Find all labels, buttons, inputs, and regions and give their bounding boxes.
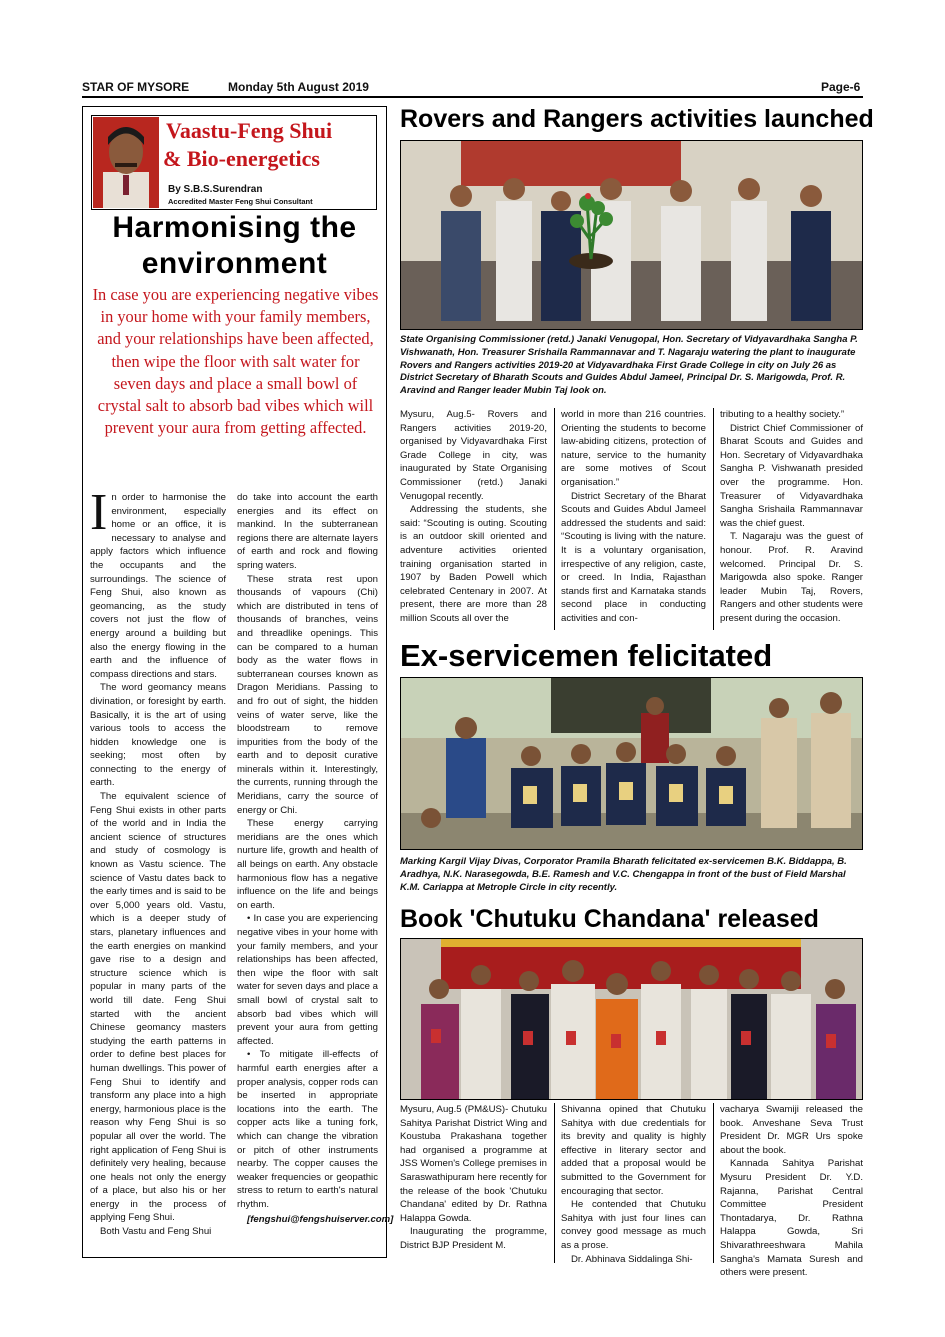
column-body-para: These strata rest upon thousands of vapours (Chi) which are distributed in tens of thousands of branches, veins and threadlike openings. This can be compared to a human body as the water flows in subterranean courses known as Dragon Meridians. Passing to and fro out of sight, the hidden veins of water serve, like the bloodstream to remove impurities from the body of the earth and to deposit curative minerals within it. Interestingly, the currents, running through the Meridians, carry the source of energy or Chi. — [237, 573, 378, 816]
column-headline-line1: Harmonising the — [112, 211, 357, 244]
issue-date: Monday 5th August 2019 — [228, 80, 369, 94]
article1-headline: Rovers and Rangers activities launched — [400, 105, 874, 133]
column-body-para: • In case you are experiencing negative vibes in your home with your family members, and your relationships has been affected, then wipe the floor with salt water for seven days and place a small bowl of crystal salt to absorb bad vibes which will prevent your aura from getting affected. — [237, 913, 378, 1047]
article1-para: District Chief Commissioner of Bharat Scouts and Guides and Hon. Secretary of Vidyavardhaka Sangha P. Vishwanath presided over the programme. Hon. Treasurer of Vidyavardhaka Sangha Srishaila Rammannavar was the chief guest. — [720, 422, 863, 529]
author-photo — [93, 117, 159, 208]
article3-col3 — [720, 1103, 863, 1280]
article1-para: Addressing the students, she said: “Scouting is outing. Scouting is an outdoor skill oriented and adventure activities oriented training organisation started in 1907 by Baden Powell which celebrated Centenary in 2007. At present, there are more than 28 million Scouts all over the — [400, 504, 547, 624]
article3-para: Mysuru, Aug.5 (PM&US)- Chutuku Sahitya Parishat District Wing and Koustuba Prakashana together had organised a programme at JSS Women's College premises in Saraswathipuram here recently for the release of the book 'Chutuku Chandana' edited by Dr. Rathna Halappa Gowda. — [400, 1104, 547, 1224]
article3-para: He contended that Chutuku Sahitya with just four lines can convey good message as much as a prose. — [561, 1199, 706, 1251]
dropcap: I — [90, 484, 108, 541]
article1-caption-wrap — [400, 334, 863, 398]
column-divider — [713, 408, 714, 630]
column-divider — [713, 1103, 714, 1263]
article1-para: tributing to a healthy society.” — [720, 409, 845, 420]
column-body-para: The word geomancy means divination, or foresight by earth. Basically, it is the art of using various tools to access the hidden knowledge one is seeking; most often by connecting to the energy of earth. — [90, 682, 226, 789]
page-number: Page-6 — [821, 80, 861, 94]
column-email: [fengshui@fengshuiserver.com] — [247, 1214, 394, 1226]
column-standfirst: In case you are experiencing negative vibes in your home with your family members, and your relationships have been affected, then wipe the floor with salt water for seven days and place a small bowl of crystal salt to absorb bad vibes which will prevent your aura from getting affected. — [92, 285, 379, 438]
column-body-col2 — [237, 491, 394, 1227]
column-headline-line2: environment — [141, 247, 328, 280]
column-body-col1 — [90, 484, 226, 1239]
article1-para: T. Nagaraju was the guest of honour. Prof. R. Aravind welcomed. Principal Dr. S. Marigowda also spoke. Ranger leader Mubin Taj, Rovers, Rangers and other students were present during the occasion. — [720, 531, 863, 624]
article3-para: Shivanna opined that Chutuku Sahitya with due credentials for its brevity and quality is highly effective in literary sector and added that a proposal would be submitted to the Government for encouraging that sector. — [561, 1104, 706, 1197]
article3-para: Dr. Abhinava Siddalinga Shi- — [571, 1253, 693, 1265]
article2-caption: Marking Kargil Vijay Divas, Corporator Pramila Bharath felicitated ex-servicemen B.K. Biddappa, B. Aradhya, N.K. Narasegowda, B.E. Ramesh and V.C. Chengappa in front of the bust of Field Marshal K.M. Cariappa at Metrople Circle in city recently. — [400, 856, 847, 893]
article2-headline: Ex-servicemen felicitated — [400, 638, 773, 673]
article1-col3 — [720, 408, 863, 626]
article2-photo — [400, 677, 863, 850]
article2-caption-wrap — [400, 856, 863, 894]
article3-col1 — [400, 1103, 547, 1253]
paper-name: STAR OF MYSORE — [82, 80, 190, 94]
article3-photo — [400, 938, 863, 1100]
article3-para: Kannada Sahitya Parishat Mysuru President Dr. Y.D. Rajanna, Parishat Central Committee President Thontadarya, Dr. Rathna Halappa Gowda, Sri Shivarathreeshwara Mahila Sangha's Mamata Suresh and others were present. — [720, 1158, 863, 1279]
column-body-para: The equivalent science of Feng Shui exists in other parts of the world and in India the ancient science of structures and study of cosmology is known as Vastu science. The science of Vastu dates back to the early times and is said to be over 5,000 years old. Vastu, which is a deeper study of stars, planetary influences and the earth energies on mankind gave rise to a design and structure science which is popular in many parts of the world till date. Feng Shui started with the ancient Chinese geomancy masters studying the earth patterns in order to define best places for human dwellings. This power of Feng Shui to identify and transform any place into a high energy, harmonious place is the reason why Feng Shui is so popular all over the world. The right application of Feng Shui is definitely very healing, because one heals not only the energy of a place, but also his or her energy in the process of applying Feng Shui. — [90, 791, 226, 1224]
article3-para: vacharya Swamiji released the book. Anveshane Seva Trust President Dr. MGR Urs spoke about the book. — [720, 1104, 863, 1156]
article1-para: Mysuru, Aug.5- Rovers and Rangers activities 2019-20, organised by Vidyavardhaka First Grade College in city, was inaugurated by State Organising Commissioner (retd.) Janaki Venugopal recently. — [400, 409, 547, 502]
column-body-para: These energy carrying meridians are the ones which nurture life, growth and health of all beings on earth. Any obstacle harmonious flow has a negative influence on the life and beings on earth. — [237, 818, 378, 911]
column-body-para: do take into account the earth energies and its effect on mankind. In the subterranean regions there are alternate layers of earth and rock and flowing spring waters. — [237, 492, 378, 571]
article1-para: world in more than 216 countries. Orienting the students to become law-abiding citizens, protection of nature, service to the humanity are some motives of Scout organisation.” — [561, 409, 706, 488]
article1-photo — [400, 140, 863, 330]
column-byline: By S.B.S.Surendran — [168, 184, 263, 195]
article3-headline: Book 'Chutuku Chandana' released — [400, 905, 819, 933]
column-divider — [554, 408, 555, 630]
column-title-line1: Vaastu-Feng Shui — [166, 118, 333, 143]
masthead-rule — [82, 96, 863, 98]
column-body-para: • To mitigate ill-effects of harmful earth energies after a proper analysis, copper rods can be inserted in appropriate locations into the earth. The copper acts like a tuning fork, which can change the vibration or pitch of other instruments nearby. The copper causes the weaker frequencies or geopathic stress to return to earth's natural rhythm. — [237, 1049, 378, 1210]
article3-col2 — [561, 1103, 706, 1266]
column-title-line2: & Bio-energetics — [163, 146, 320, 171]
column-author-role: Accredited Master Feng Shui Consultant — [168, 197, 313, 206]
column-body-para: Both Vastu and Feng Shui — [100, 1226, 212, 1238]
article1-para: District Secretary of the Bharat Scouts and Guides Abdul Jameel addressed the students and said: “Scouting is living with the nature. It is a voluntary organisation, irrespective of any religion, caste, or creed. In India, Rajasthan stands first and Karnataka stands second place in conducting activities and con- — [561, 490, 706, 624]
article3-para: Inaugurating the programme, District BJP President M. — [400, 1226, 547, 1251]
article1-col2 — [561, 408, 706, 626]
article1-col1 — [400, 408, 547, 626]
article1-caption: State Organising Commissioner (retd.) Janaki Venugopal, Hon. Secretary of Vidyavardhaka Sangha P. Vishwanath, Hon. Treasurer Srishaila Rammannavar and T. Nagaraju watering the plant to inaugurate Rovers and Rangers activities 2019-20 at Vidyavardhaka First Grade College in city on July 26 as District Secretary of Bharath Scouts and Guides Abdul Jameel, Principal Dr. S. Marigowda, Prof. R. Aravind and Ranger leader Mubin Taj look on. — [400, 334, 858, 397]
column-divider — [554, 1103, 555, 1263]
column-body-para: n order to harmonise the environment, especially home or an office, it is necessary to analyse and apply factors which influence the occupants and the surroundings. The science of Feng Shui, also known as geomancing, as the study covers not just the flow of energy around a building but also the energy flowing in the earth and the influence of compass directions and stars. — [90, 492, 226, 680]
